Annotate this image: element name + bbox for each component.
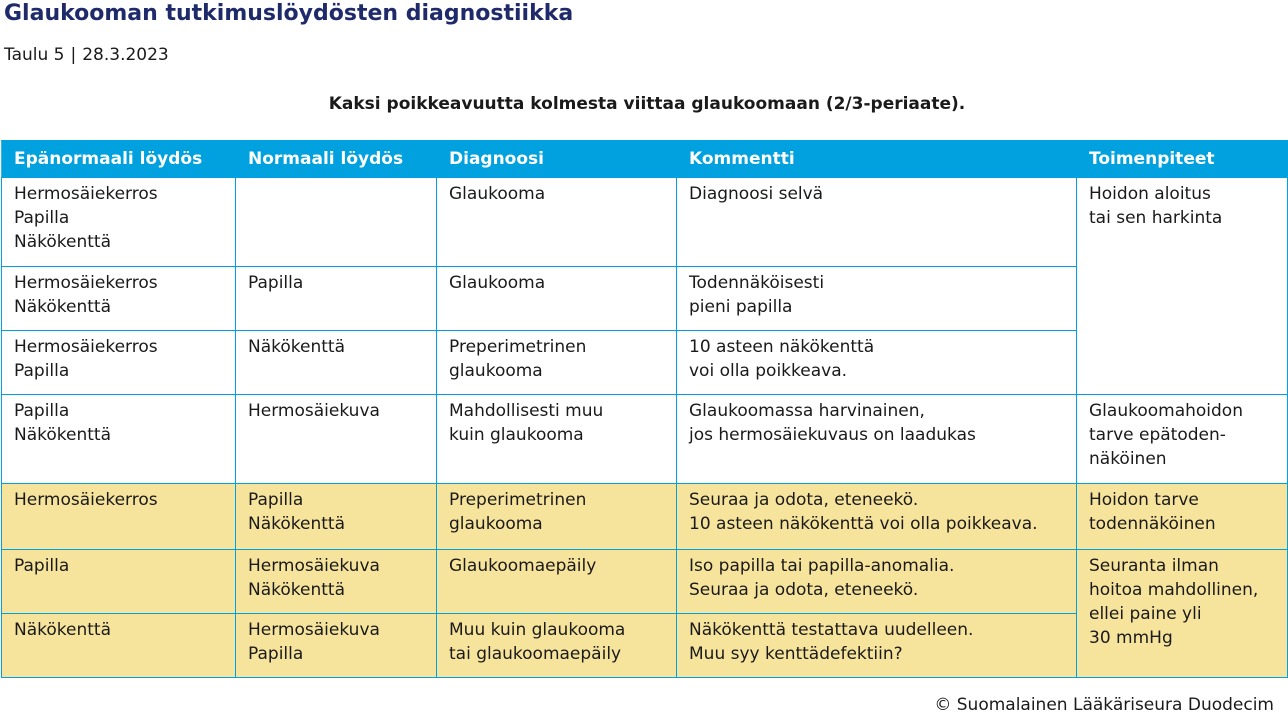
column-header-actions: Toimenpiteet bbox=[1077, 141, 1288, 178]
finding-text: Hermosäiekuva bbox=[248, 620, 380, 640]
action-text: näköinen bbox=[1089, 449, 1167, 469]
comment-text: Glaukoomassa harvinainen, bbox=[689, 401, 925, 421]
action-text: Glaukoomahoidon bbox=[1089, 401, 1243, 421]
comment-text: Todennäköisesti bbox=[689, 273, 825, 293]
action-text: Hoidon aloitus bbox=[1089, 184, 1211, 204]
finding-text: Hermosäiekuva bbox=[248, 556, 380, 576]
diagnosis-text: glaukooma bbox=[449, 514, 543, 534]
action-text: todennäköinen bbox=[1089, 514, 1216, 534]
cell-actions bbox=[1077, 178, 1288, 395]
cell-normal bbox=[236, 331, 437, 395]
table-row bbox=[2, 395, 1288, 484]
diagnostics-table bbox=[1, 140, 1288, 678]
comment-text: Iso papilla tai papilla-anomalia. bbox=[689, 556, 955, 576]
cell-abnormal bbox=[2, 178, 236, 267]
meta-separator: | bbox=[70, 45, 77, 65]
cell-normal bbox=[236, 484, 437, 550]
finding-text: Hermosäiekerros bbox=[14, 490, 158, 510]
cell-normal bbox=[236, 395, 437, 484]
comment-text: jos hermosäiekuvaus on laadukas bbox=[689, 425, 976, 445]
cell-comment bbox=[677, 484, 1077, 550]
comment-text: Diagnoosi selvä bbox=[689, 184, 824, 204]
finding-text: Näkökenttä bbox=[14, 232, 111, 252]
finding-text: Näkökenttä bbox=[248, 337, 345, 357]
diagnosis-text: Mahdollisesti muu bbox=[449, 401, 604, 421]
finding-text: Papilla bbox=[14, 556, 70, 576]
finding-text: Papilla bbox=[14, 401, 70, 421]
finding-text: Papilla bbox=[14, 208, 70, 228]
cell-normal bbox=[236, 267, 437, 331]
table-date: 28.3.2023 bbox=[82, 45, 169, 65]
cell-normal bbox=[236, 550, 437, 614]
table-row bbox=[2, 178, 1288, 267]
finding-text: Hermosäiekerros bbox=[14, 273, 158, 293]
action-text: ellei paine yli bbox=[1089, 604, 1202, 624]
cell-actions bbox=[1077, 484, 1288, 550]
table-row bbox=[2, 550, 1288, 614]
finding-text: Näkökenttä bbox=[248, 514, 345, 534]
action-text: Hoidon tarve bbox=[1089, 490, 1199, 510]
comment-text: 10 asteen näkökenttä bbox=[689, 337, 875, 357]
finding-text: Hermosäiekerros bbox=[14, 337, 158, 357]
cell-diagnosis bbox=[437, 614, 677, 678]
cell-diagnosis bbox=[437, 550, 677, 614]
cell-diagnosis bbox=[437, 178, 677, 267]
column-header-abnormal: Epänormaali löydös bbox=[2, 141, 236, 178]
finding-text: Näkökenttä bbox=[248, 580, 345, 600]
column-header-diagnosis: Diagnoosi bbox=[437, 141, 677, 178]
finding-text: Papilla bbox=[14, 361, 70, 381]
diagnosis-text: tai glaukoomaepäily bbox=[449, 644, 622, 664]
comment-text: 10 asteen näkökenttä voi olla poikkeava. bbox=[689, 514, 1038, 534]
diagnosis-text: Muu kuin glaukooma bbox=[449, 620, 626, 640]
cell-abnormal bbox=[2, 267, 236, 331]
comment-text: Näkökenttä testattava uudelleen. bbox=[689, 620, 974, 640]
finding-text: Hermosäiekerros bbox=[14, 184, 158, 204]
diagnosis-text: Glaukoomaepäily bbox=[449, 556, 597, 576]
table-row bbox=[2, 484, 1288, 550]
cell-comment bbox=[677, 267, 1077, 331]
cell-abnormal bbox=[2, 331, 236, 395]
diagnosis-text: glaukooma bbox=[449, 361, 543, 381]
diagnosis-text: kuin glaukooma bbox=[449, 425, 584, 445]
cell-abnormal bbox=[2, 395, 236, 484]
action-text: tai sen harkinta bbox=[1089, 208, 1223, 228]
cell-actions bbox=[1077, 550, 1288, 678]
cell-comment bbox=[677, 550, 1077, 614]
finding-text: Papilla bbox=[248, 644, 304, 664]
finding-text: Papilla bbox=[248, 490, 304, 510]
cell-diagnosis bbox=[437, 331, 677, 395]
comment-text: Muu syy kenttädefektiin? bbox=[689, 644, 903, 664]
diagnosis-text: Preperimetrinen bbox=[449, 490, 587, 510]
action-text: tarve epätoden- bbox=[1089, 425, 1226, 445]
diagnosis-text: Glaukooma bbox=[449, 184, 546, 204]
cell-comment bbox=[677, 614, 1077, 678]
finding-text: Näkökenttä bbox=[14, 297, 111, 317]
comment-text: Seuraa ja odota, eteneekö. bbox=[689, 580, 919, 600]
page-title: Glaukooman tutkimuslöydösten diagnostiikka bbox=[4, 1, 574, 26]
table-header-row bbox=[2, 141, 1288, 178]
cell-diagnosis bbox=[437, 267, 677, 331]
cell-abnormal bbox=[2, 614, 236, 678]
principle-note: Kaksi poikkeavuutta kolmesta viittaa glaukoomaan (2/3-periaate). bbox=[328, 94, 966, 114]
cell-actions bbox=[1077, 395, 1288, 484]
column-header-comment: Kommentti bbox=[677, 141, 1077, 178]
cell-comment bbox=[677, 331, 1077, 395]
copyright-notice: © Suomalainen Lääkäriseura Duodecim bbox=[934, 695, 1274, 715]
action-text: Seuranta ilman bbox=[1089, 556, 1219, 576]
cell-diagnosis bbox=[437, 484, 677, 550]
cell-normal bbox=[236, 178, 437, 267]
finding-text: Hermosäiekuva bbox=[248, 401, 380, 421]
finding-text: Näkökenttä bbox=[14, 620, 111, 640]
finding-text: Näkökenttä bbox=[14, 425, 111, 445]
cell-comment bbox=[677, 178, 1077, 267]
cell-comment bbox=[677, 395, 1077, 484]
column-header-normal: Normaali löydös bbox=[236, 141, 437, 178]
action-text: 30 mmHg bbox=[1089, 628, 1173, 648]
comment-text: Seuraa ja odota, eteneekö. bbox=[689, 490, 919, 510]
comment-text: voi olla poikkeava. bbox=[689, 361, 848, 381]
comment-text: pieni papilla bbox=[689, 297, 793, 317]
cell-abnormal bbox=[2, 550, 236, 614]
cell-normal bbox=[236, 614, 437, 678]
cell-abnormal bbox=[2, 484, 236, 550]
finding-text: Papilla bbox=[248, 273, 304, 293]
table-meta bbox=[4, 44, 169, 66]
table-label: Taulu 5 bbox=[4, 45, 65, 65]
action-text: hoitoa mahdollinen, bbox=[1089, 580, 1259, 600]
diagnosis-text: Preperimetrinen bbox=[449, 337, 587, 357]
cell-diagnosis bbox=[437, 395, 677, 484]
diagnosis-text: Glaukooma bbox=[449, 273, 546, 293]
